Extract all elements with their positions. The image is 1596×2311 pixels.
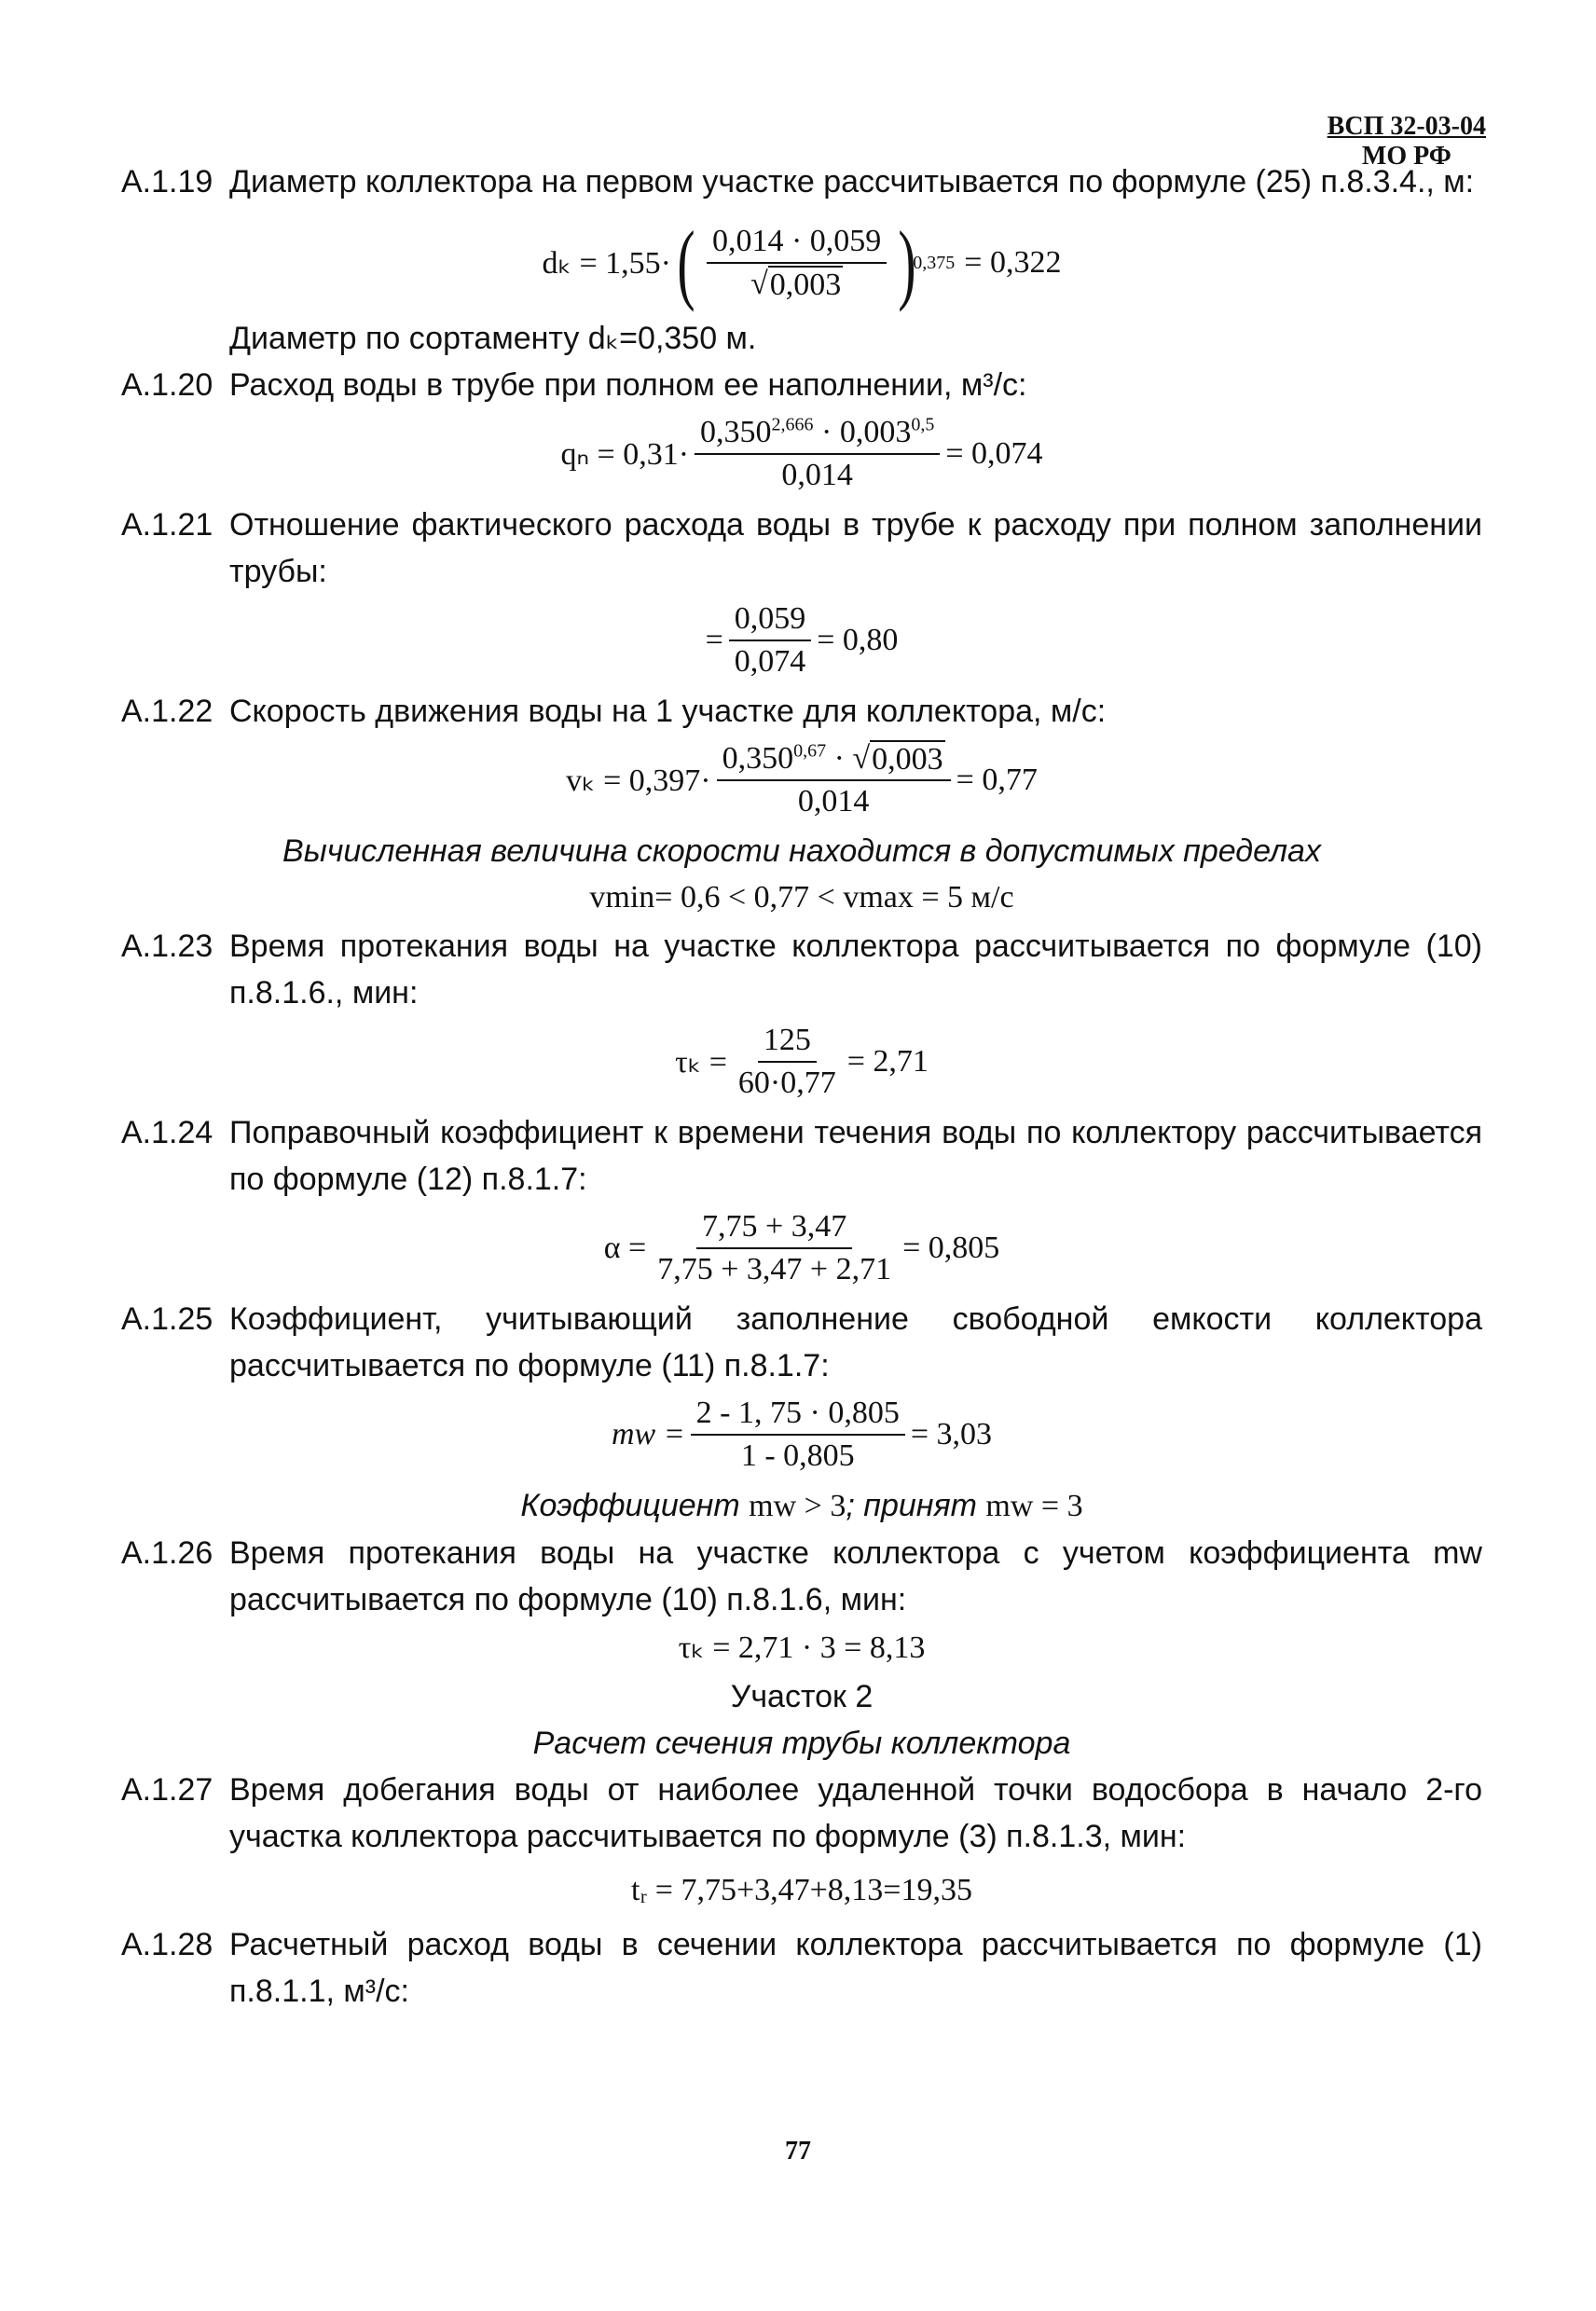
- formula-lhs: dₖ = 1,55·: [542, 246, 672, 281]
- formula-result: = 0,80: [817, 623, 899, 657]
- formula-numerator: 2 - 1, 75 · 0,805: [691, 1395, 905, 1436]
- doc-code: ВСП 32-03-04: [1327, 112, 1486, 141]
- formula-result: = 0,805: [902, 1231, 1000, 1265]
- note-text: Коэффициент: [520, 1488, 750, 1523]
- item-a127: [121, 1767, 1482, 1860]
- item-text: Время добегания воды от наиболее удаленной точки водосбора в начало 2-го участка коллектора рассчитывается по формуле (3) п.8.1.3, мин:: [229, 1772, 1482, 1854]
- note-formula: mw = 3: [985, 1489, 1083, 1523]
- item-number: А.1.27: [121, 1772, 213, 1808]
- item-number: А.1.24: [121, 1115, 213, 1150]
- note-formula: mw > 3: [749, 1489, 846, 1523]
- formula-numerator: 125: [758, 1022, 817, 1063]
- item-a121: [121, 502, 1482, 595]
- item-a119-note: Диаметр по сортаменту dₖ=0,350 м.: [229, 321, 757, 356]
- item-text: Коэффициент, учитывающий заполнение свободной емкости коллектора рассчитывается по формуле (11) п.8.1.7:: [229, 1301, 1482, 1383]
- formula-exponent: 2,666: [771, 414, 814, 435]
- doc-org: МО РФ: [1361, 142, 1452, 171]
- formula-denominator: 1 - 0,805: [740, 1438, 855, 1473]
- formula-alpha: [121, 1208, 1482, 1288]
- item-a122: [121, 688, 1482, 735]
- item-a123: [121, 923, 1482, 1016]
- formula-numerator: 0,014 · 0,059: [707, 223, 887, 264]
- item-a125-note: [121, 1482, 1482, 1530]
- formula-result: = 3,03: [910, 1417, 993, 1451]
- item-a119: [121, 158, 1482, 205]
- item-number: А.1.22: [121, 694, 213, 729]
- formula-lhs: vₖ = 0,397·: [566, 763, 711, 798]
- item-number: А.1.21: [121, 507, 213, 543]
- formula-result: = 2,71: [846, 1044, 929, 1079]
- formula-mw: [121, 1395, 1482, 1475]
- item-text: Время протекания воды на участке коллектора рассчитывается по формуле (10) п.8.1.6., мин:: [229, 929, 1482, 1011]
- formula-ratio: [121, 600, 1482, 681]
- item-number: А.1.19: [121, 164, 213, 199]
- item-number: А.1.23: [121, 929, 213, 964]
- formula-lhs: =: [705, 623, 723, 657]
- note-text: ; принят: [846, 1488, 986, 1523]
- formula-term: 0,350: [722, 741, 794, 776]
- item-number: А.1.20: [121, 367, 213, 403]
- sqrt-expression: √ 0,003: [852, 741, 943, 777]
- item-a125: [121, 1296, 1482, 1389]
- item-number: А.1.26: [121, 1535, 213, 1571]
- item-a122-note: Вычисленная величина скорости находится в допустимых пределах: [282, 833, 1321, 869]
- section-title: Участок 2: [730, 1679, 874, 1714]
- formula-term: 0,003: [872, 742, 943, 777]
- item-text: Время протекания воды на участке коллектора с учетом коэффициента mw рассчитывается по формуле (10) п.8.1.6, мин:: [229, 1535, 1482, 1617]
- formula-term: 0,350: [700, 415, 772, 449]
- formula-exponent: 0,67: [793, 740, 827, 762]
- formula-numerator: 0,059: [729, 600, 812, 641]
- formula-denominator: 0,003: [769, 268, 842, 302]
- formula-numerator: 7,75 + 3,47: [696, 1208, 852, 1249]
- item-text: Расход воды в трубе при полном ее наполнении, м³/с:: [229, 367, 1027, 403]
- formula-term: · 0,003: [813, 415, 912, 449]
- formula-vrange: vmin= 0,6 < 0,77 < vmax = 5 м/с: [589, 880, 1014, 915]
- formula-term: ·: [826, 741, 853, 776]
- formula-tr: tᵣ = 7,75+3,47+8,13=19,35: [631, 1873, 972, 1907]
- formula-lhs: mw =: [611, 1417, 685, 1451]
- formula-denominator: 60·0,77: [737, 1066, 836, 1100]
- item-a128: [121, 1921, 1482, 2015]
- formula-result: = 0,77: [956, 763, 1038, 797]
- formula-lhs: α =: [603, 1231, 647, 1265]
- item-text: Диаметр коллектора на первом участке рассчитывается по формуле (25) п.8.3.4., м:: [229, 164, 1475, 199]
- item-text: Расчетный расход воды в сечении коллектора рассчитывается по формуле (1) п.8.1.1, м³/с:: [229, 1927, 1482, 2009]
- formula-tau-corrected: τₖ = 2,71 · 3 = 8,13: [678, 1630, 926, 1665]
- item-number: А.1.28: [121, 1927, 213, 1962]
- item-text: Поправочный коэффициент к времени течения воды по коллектору рассчитывается по формуле (12) п.8.1.7:: [229, 1115, 1482, 1197]
- formula-lhs: τₖ =: [675, 1045, 727, 1080]
- item-a120: [121, 362, 1482, 408]
- formula-result: = 0,074: [945, 436, 1043, 471]
- formula-lhs: qₙ = 0,31·: [560, 437, 690, 472]
- formula-qn: [121, 414, 1482, 494]
- formula-denominator: 0,074: [734, 644, 806, 679]
- item-number: А.1.25: [121, 1301, 213, 1337]
- section-subtitle: Расчет сечения трубы коллектора: [532, 1726, 1071, 1761]
- formula-vk: [121, 740, 1482, 820]
- item-a124: [121, 1109, 1482, 1203]
- formula-dk: dₖ = 1,55· ( 0,014 · 0,059 √ 0,003 ) 0,375 = 0,322: [542, 213, 1062, 312]
- page-number: 77: [785, 2137, 811, 2166]
- item-a126: [121, 1530, 1482, 1623]
- sqrt-expression: √ 0,003: [750, 267, 842, 302]
- item-text: Скорость движения воды на 1 участке для коллектора, м/с:: [229, 694, 1107, 729]
- formula-tau: [121, 1022, 1482, 1102]
- formula-exponent: 0,5: [911, 414, 935, 435]
- page-content: [121, 158, 1482, 2015]
- item-text: Отношение фактического расхода воды в трубе к расходу при полном заполнении трубы:: [229, 507, 1482, 589]
- formula-denominator: 0,014: [781, 458, 853, 492]
- formula-denominator: 7,75 + 3,47 + 2,71: [657, 1252, 892, 1286]
- formula-denominator: 0,014: [797, 784, 870, 818]
- formula-result: = 0,322: [964, 245, 1062, 280]
